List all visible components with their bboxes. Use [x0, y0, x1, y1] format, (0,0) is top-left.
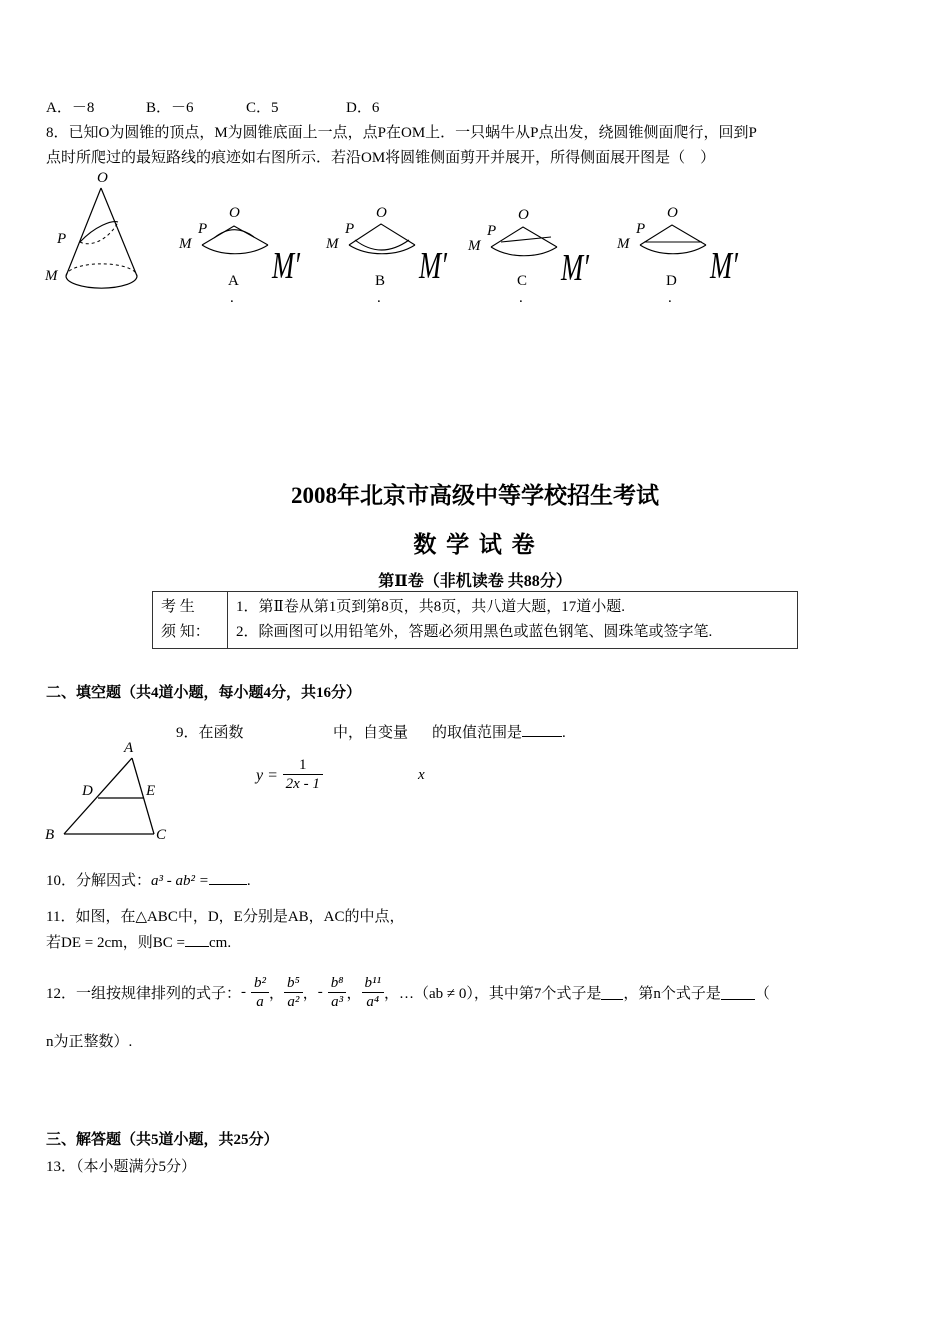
choice-d-label: D — [666, 273, 677, 289]
subject-title: 数 学 试 卷 — [413, 532, 537, 557]
option-d: D．6 — [346, 100, 380, 116]
choice-a-figure — [176, 200, 311, 310]
choice-d-figure — [614, 200, 749, 310]
option-c: C．5 — [246, 100, 279, 116]
notice-items-cell — [228, 592, 798, 649]
q9-fn-lhs: y = — [256, 767, 278, 784]
svg-text:P: P — [487, 223, 497, 239]
cone-figure — [40, 168, 150, 293]
choice-a-label: A — [228, 273, 239, 289]
svg-text:.: . — [668, 290, 672, 306]
q11-line1: 11．如图，在△ABC中，D，E分别是AB，AC的中点， — [46, 909, 405, 925]
q9-var: x — [418, 767, 425, 783]
svg-text:M: M — [179, 236, 192, 252]
q9-middle: 中，自变量 — [333, 725, 409, 741]
q9-prefix: 9．在函数 — [176, 725, 244, 741]
svg-text:E: E — [146, 783, 156, 799]
choice-c-label: C — [517, 273, 528, 289]
notice-table — [152, 591, 798, 649]
svg-text:D: D — [82, 783, 93, 799]
svg-text:.: . — [377, 290, 381, 306]
triangle-figure — [40, 736, 180, 848]
notice-label-cell: 考 生 须 知： — [153, 592, 228, 649]
cone-label-o: O — [97, 170, 108, 186]
svg-text:M′: M′ — [561, 247, 589, 290]
svg-text:M: M — [468, 238, 481, 254]
svg-text:O: O — [229, 205, 240, 221]
svg-text:M′: M′ — [419, 245, 447, 288]
q12-line1: 12．一组按规律排列的式子： - $\frac{\text{b²}}{a}$ ， $\frac{\text{b⁵}}{\text{a²}}$ ， - $\frac{\text{b⁸}}{\text{a³}}$ ， $\frac{\text{b¹¹}}{\text{a⁴}}$ ，…（ab ≠ 0），其中第7个式子是 ，第n个式子是 （ — [46, 974, 770, 1010]
notice-item-2: 2．除画图可以用铅笔外，答题必须用黑色或蓝色钢笔、圆珠笔或签字笔. — [236, 624, 713, 640]
q10: 10．分解因式：a³ - ab² = . — [46, 869, 251, 890]
cone-label-m: M — [45, 268, 58, 284]
choice-b-label: B — [375, 273, 386, 289]
part-title: 第Ⅱ卷（非机读卷 共88分） — [378, 573, 572, 590]
svg-text:B: B — [45, 827, 55, 843]
svg-text:P: P — [636, 221, 646, 237]
svg-text:.: . — [519, 290, 523, 306]
svg-text:P: P — [345, 221, 355, 237]
q8-line2: 点时所爬过的最短路线的痕迹如右图所示．若沿OM将圆锥侧面剪开并展开，所得侧面展开图是（ ） — [46, 150, 716, 166]
section3-title: 三、解答题（共5道小题，共25分） — [46, 1132, 279, 1148]
svg-text:O: O — [667, 205, 678, 221]
svg-text:.: . — [230, 290, 234, 306]
svg-text:P: P — [198, 221, 208, 237]
option-b: B．－6 — [146, 100, 194, 116]
q11-line2: 若DE = 2cm，则BC = cm. — [46, 931, 231, 952]
svg-text:M: M — [326, 236, 339, 252]
q13: 13．（本小题满分5分） — [46, 1159, 197, 1175]
exam-title: 2008年北京市高级中等学校招生考试 — [291, 483, 659, 508]
cone-label-p: P — [57, 231, 67, 247]
q12-line2: n为正整数）. — [46, 1034, 133, 1050]
choice-c-figure — [465, 202, 600, 312]
q8-line1: 8．已知O为圆锥的顶点，M为圆锥底面上一点，点P在OM上．一只蜗牛从P点出发，绕圆锥侧面爬行，回到P — [46, 125, 757, 141]
svg-text:O: O — [518, 207, 529, 223]
svg-text:M: M — [617, 236, 630, 252]
notice-item-1: 1．第Ⅱ卷从第1页到第8页，共8页，共八道大题，17道小题. — [236, 599, 625, 615]
q9-fraction: $\frac{1}{2x - 1}$ — [283, 756, 323, 793]
svg-text:M′: M′ — [272, 245, 300, 288]
svg-text:C: C — [156, 827, 167, 843]
option-a: A．－8 — [46, 100, 95, 116]
svg-text:O: O — [376, 205, 387, 221]
svg-text:M′: M′ — [710, 245, 738, 288]
section2-title: 二、填空题（共4道小题，每小题4分，共16分） — [46, 685, 362, 701]
svg-text:A: A — [124, 740, 134, 756]
choice-b-figure — [323, 200, 458, 310]
q9-suffix: 的取值范围是 . — [432, 721, 566, 742]
